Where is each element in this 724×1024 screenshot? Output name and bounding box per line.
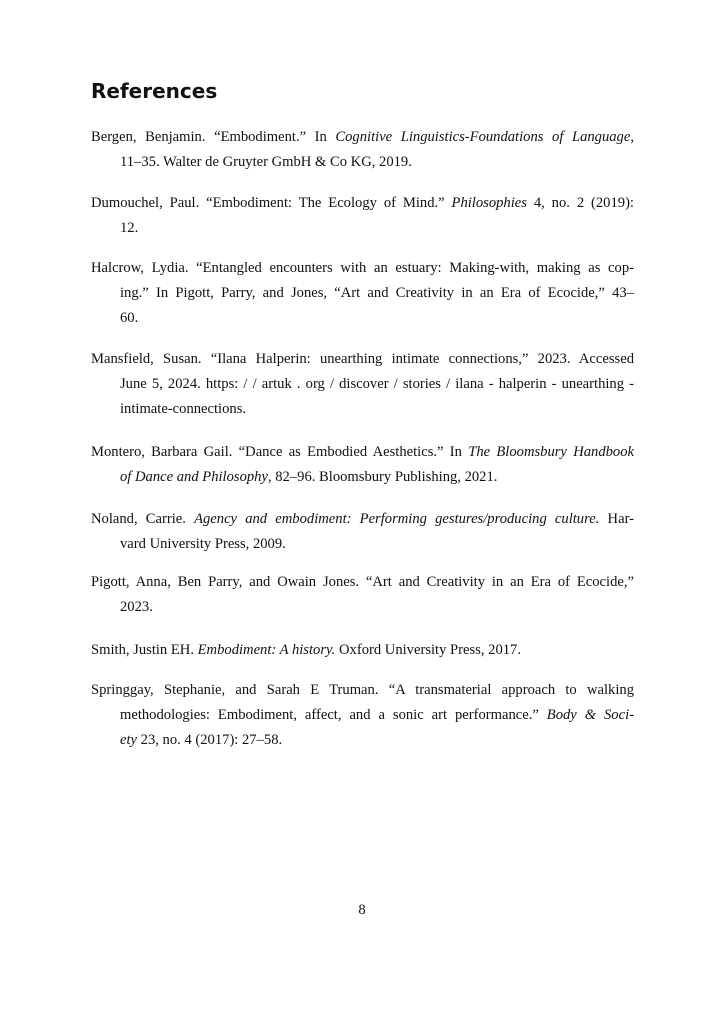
reference-line bbox=[91, 306, 634, 331]
reference-title-italic: The Bloomsbury Handbook bbox=[468, 444, 634, 460]
reference-text: Halcrow, Lydia. “Entangled encounters with an estuary: Making-with, making as cop- bbox=[91, 260, 634, 276]
reference-entry bbox=[91, 570, 634, 620]
reference-line bbox=[91, 570, 634, 595]
reference-entry bbox=[91, 678, 634, 753]
reference-line bbox=[91, 507, 634, 532]
reference-line bbox=[91, 372, 634, 397]
reference-line bbox=[91, 125, 634, 150]
reference-line bbox=[91, 703, 634, 728]
reference-line bbox=[91, 638, 634, 663]
reference-text: Pigott, Anna, Ben Parry, and Owain Jones. “Art and Creativity in an Era of Ecocide,” bbox=[91, 574, 634, 590]
reference-text: Har- bbox=[599, 511, 635, 527]
reference-text: 12. bbox=[120, 220, 139, 236]
reference-entry bbox=[91, 191, 634, 241]
reference-text: intimate-connections. bbox=[120, 401, 247, 417]
reference-text: vard University Press, 2009. bbox=[120, 536, 286, 552]
reference-text: , 82–96. Bloomsbury Publishing, 2021. bbox=[267, 469, 498, 485]
reference-text: Dumouchel, Paul. “Embodiment: The Ecology of Mind.” bbox=[91, 195, 452, 211]
reference-line bbox=[91, 532, 634, 557]
reference-title-italic: ety bbox=[120, 732, 138, 748]
section-heading: References bbox=[91, 79, 218, 103]
reference-text: methodologies: Embodiment, affect, and a sonic art performance.” bbox=[120, 707, 547, 723]
reference-text: ing.” In Pigott, Parry, and Jones, “Art and Creativity in an Era of Ecocide,” 43– bbox=[120, 285, 634, 301]
reference-line bbox=[91, 150, 634, 175]
reference-line bbox=[91, 678, 634, 703]
reference-text: 2023. bbox=[120, 599, 153, 615]
reference-text: 23, no. 4 (2017): 27–58. bbox=[137, 732, 283, 748]
reference-entry bbox=[91, 638, 634, 663]
reference-line bbox=[91, 728, 634, 753]
reference-title-italic: Philosophies bbox=[451, 195, 527, 211]
reference-line bbox=[91, 397, 634, 422]
reference-text: Smith, Justin EH. bbox=[91, 642, 198, 658]
reference-text: Springgay, Stephanie, and Sarah E Truman. “A transmaterial approach to walking bbox=[91, 682, 634, 698]
reference-line bbox=[91, 440, 634, 465]
reference-text: Mansfield, Susan. “Ilana Halperin: unearthing intimate connections,” 2023. Accessed bbox=[91, 351, 634, 367]
reference-entry bbox=[91, 347, 634, 422]
reference-line bbox=[91, 256, 634, 281]
reference-title-italic: Cognitive Linguistics-Foundations of Language bbox=[335, 129, 631, 145]
reference-line bbox=[91, 191, 634, 216]
reference-text: 4, no. 2 (2019): bbox=[526, 195, 634, 211]
reference-title-italic: Body & Soci- bbox=[546, 707, 634, 723]
reference-text: 11–35. Walter de Gruyter GmbH & Co KG, 2019. bbox=[120, 154, 412, 170]
reference-line bbox=[91, 465, 634, 490]
reference-title-italic: of Dance and Philosophy bbox=[120, 469, 268, 485]
reference-text: Bergen, Benjamin. “Embodiment.” In bbox=[91, 129, 336, 145]
reference-title-italic: Embodiment: A history. bbox=[197, 642, 336, 658]
reference-entry bbox=[91, 125, 634, 175]
reference-text: , bbox=[630, 129, 634, 145]
reference-entry bbox=[91, 440, 634, 490]
reference-text: Noland, Carrie. bbox=[91, 511, 195, 527]
reference-text: Oxford University Press, 2017. bbox=[335, 642, 521, 658]
reference-line bbox=[91, 216, 634, 241]
reference-line bbox=[91, 595, 634, 620]
reference-text: June 5, 2024. https: / / artuk . org / discover / stories / ilana - halperin - unearthing - bbox=[120, 376, 634, 392]
reference-line bbox=[91, 281, 634, 306]
reference-entry bbox=[91, 507, 634, 557]
reference-text: Montero, Barbara Gail. “Dance as Embodied Aesthetics.” In bbox=[91, 444, 469, 460]
reference-entry bbox=[91, 256, 634, 331]
reference-text: 60. bbox=[120, 310, 139, 326]
page-number: 8 bbox=[358, 902, 366, 918]
reference-title-italic: Agency and embodiment: Performing gestures/producing culture. bbox=[194, 511, 600, 527]
reference-line bbox=[91, 347, 634, 372]
